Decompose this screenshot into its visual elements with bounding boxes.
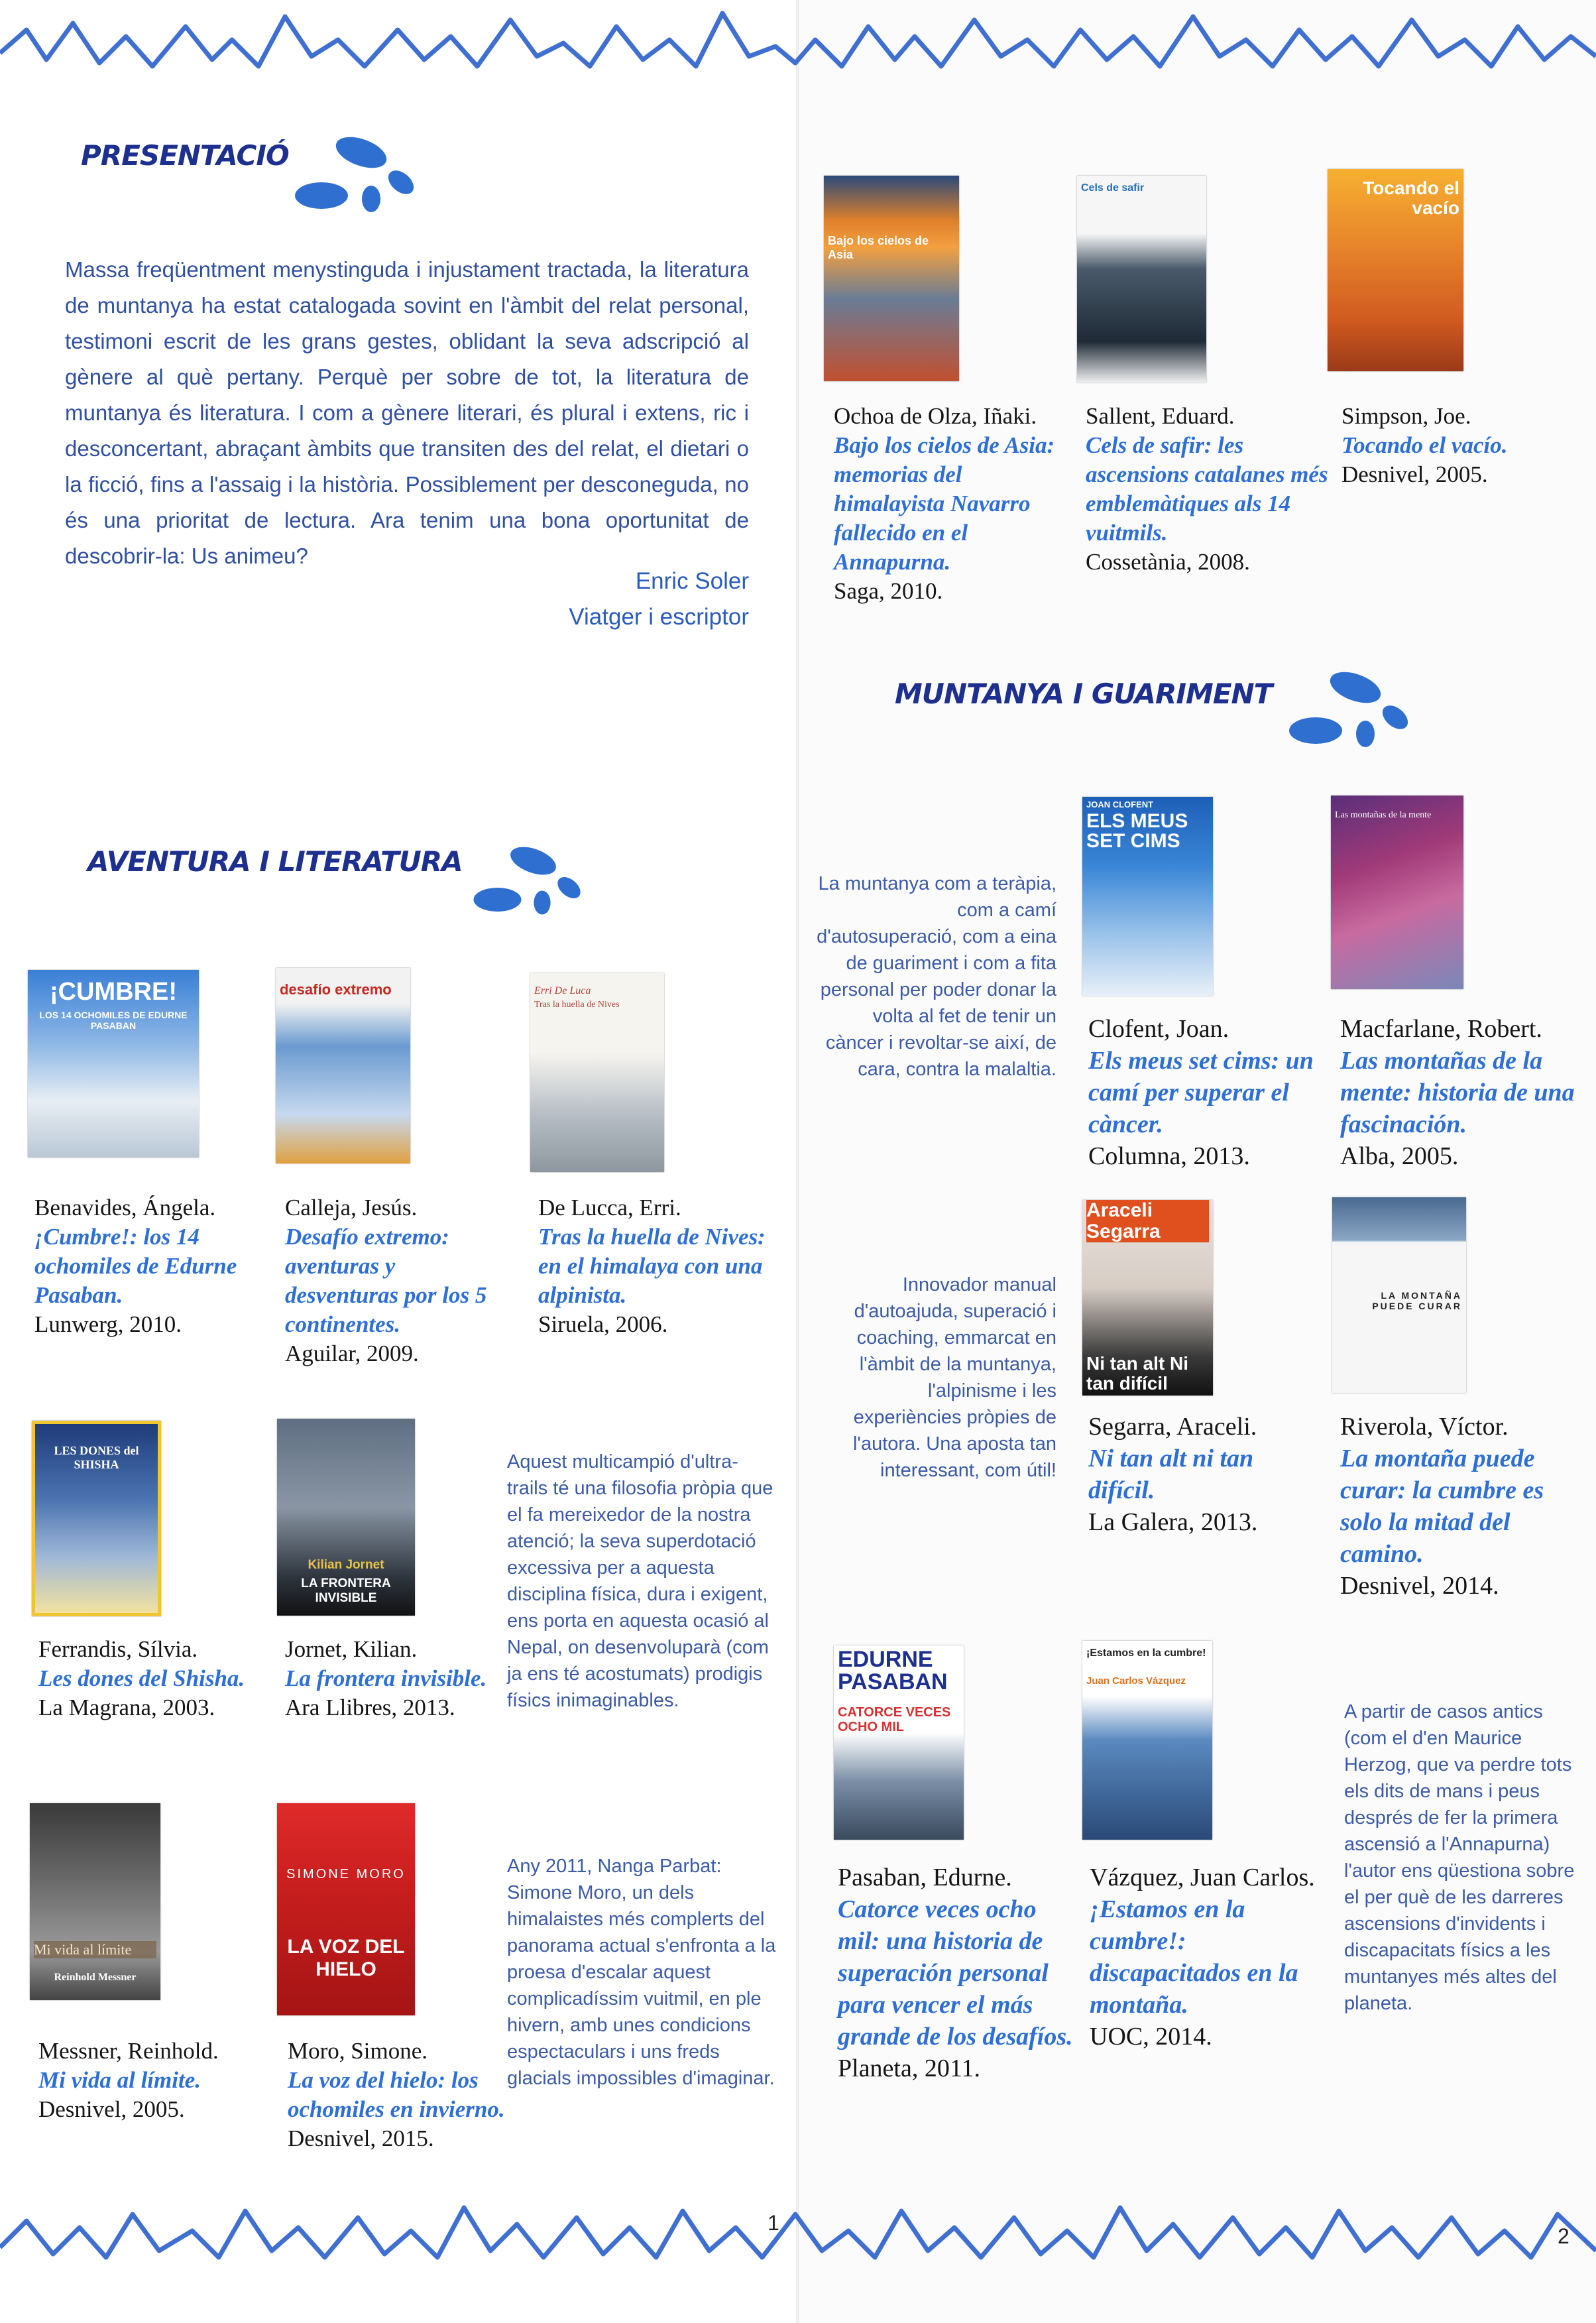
book-publisher: Planeta, 2011.: [838, 2055, 980, 2082]
presentacio-heading: PRESENTACIÓ: [81, 139, 289, 172]
book-title[interactable]: Bajo los cielos de Asia: memorias del himalayista Navarro fallecido en el Annapurna.: [834, 432, 1055, 575]
aventura-heading: AVENTURA I LITERATURA: [87, 845, 463, 878]
cover-subtitle: Juan Carlos Vázquez: [1086, 1675, 1186, 1687]
book-title[interactable]: Tras la huella de Nives: en el himalaya con una alpinista.: [538, 1224, 766, 1308]
book-author: Sallent, Eduard.: [1086, 403, 1235, 429]
book-publisher: UOC, 2014.: [1090, 2023, 1212, 2051]
page-fold: [796, 0, 799, 2323]
book-title[interactable]: La montaña puede curar: la cumbre es solo la mitad del camino.: [1340, 1445, 1544, 1568]
book-title[interactable]: Desafío extremo: aventuras y desventuras por los 5 continentes.: [285, 1224, 487, 1337]
book-publisher: La Galera, 2013.: [1088, 1508, 1258, 1536]
book-title[interactable]: Catorce veces ocho mil: una historia de superación personal para vencer el más grande de los desafíos.: [838, 1895, 1073, 2051]
book-publisher: La Magrana, 2003.: [38, 1695, 215, 1720]
cover-subtitle: LA VOZ DEL HIELO: [287, 1936, 405, 1980]
book-cover-frontera[interactable]: [277, 1419, 415, 1616]
book-entry: [285, 1635, 504, 1722]
book-author: Pasaban, Edurne.: [838, 1864, 1012, 1891]
blurb-vazquez: A partir de casos antics (com el d'en Maurice Herzog, que va perdre tots els dits de mans i peus després de fer la primera ascensió a l'Annapurna) l'autor ens qüestiona sobre el per què de les darreres ascensions d'invidents i discapacitats físics a les muntanyes més altes del planeta.: [1344, 1701, 1575, 2014]
book-publisher: Desnivel, 2005.: [38, 2096, 185, 2122]
cover-title: Cels de safir: [1081, 182, 1145, 194]
cover-title: Araceli Segarra: [1086, 1200, 1209, 1242]
book-author: Calleja, Jesús.: [285, 1195, 418, 1221]
book-publisher: Alba, 2005.: [1340, 1142, 1459, 1170]
cover-title: Las montañas de la mente: [1335, 810, 1432, 820]
cover-title: SIMONE MORO: [286, 1867, 406, 1881]
cover-title: Bajo los cielos de Asia: [828, 234, 929, 261]
book-entry: [288, 2037, 506, 2153]
page-number-left: 1: [768, 2211, 779, 2235]
book-cover-puede-curar[interactable]: [1332, 1197, 1466, 1393]
book-title[interactable]: Els meus set cims: un camí per superar el càncer.: [1088, 1047, 1314, 1138]
book-entry: [838, 1862, 1076, 2084]
book-entry: [1088, 1013, 1340, 1172]
book-title[interactable]: Mi vida al límite.: [38, 2067, 201, 2093]
book-cover-hielo[interactable]: [277, 1803, 415, 2015]
book-entry: [1090, 1862, 1335, 2053]
book-author: Ferrandis, Sílvia.: [38, 1636, 198, 1662]
book-author: Riverola, Víctor.: [1340, 1413, 1509, 1441]
cover-subtitle: JOAN CLOFENT: [1086, 800, 1154, 809]
cover-title: EDURNE PASABAN: [838, 1647, 948, 1695]
book-title[interactable]: Les dones del Shisha.: [38, 1665, 245, 1691]
book-title[interactable]: La voz del hielo: los ochomiles en invierno.: [288, 2067, 505, 2122]
book-author: Ochoa de Olza, Iñaki.: [834, 403, 1037, 429]
book-author: Segarra, Araceli.: [1088, 1413, 1257, 1441]
cover-title: Mi vida al límite: [34, 1941, 156, 1958]
blurb-jornet: Aquest multicampió d'ultra-trails té una filosofia pròpia que el fa mereixedor de la nostra atenció; la seva superdotació excessiva per a aquesta disciplina física, dura i exigent, ens porta en aquesta ocasió al Nepal, on desenvoluparà (com ja ens té acostumats) prodigis físics inimaginables.: [507, 1451, 773, 1711]
book-entry: [1088, 1411, 1314, 1538]
book-entry: [38, 2037, 257, 2124]
book-entry: [38, 1635, 277, 1722]
book-cover-estamos[interactable]: [1082, 1641, 1212, 1840]
blurb-segarra: Innovador manual d'autoajuda, superació i coaching, emmarcat en l'àmbit de la muntanya, l'alpinisme i les experiències pròpies de l'autora. Una aposta tan interessant, com útil!: [852, 1274, 1056, 1481]
book-cover-asia[interactable]: [824, 176, 959, 381]
book-title[interactable]: Ni tan alt ni tan difícil.: [1088, 1445, 1254, 1504]
book-cover-catorce[interactable]: [834, 1645, 964, 1840]
guariment-heading: MUNTANYA I GUARIMENT: [895, 678, 1273, 710]
book-cover-ni-tan-alt[interactable]: [1082, 1200, 1213, 1396]
cover-title: ¡Estamos en la cumbre!: [1086, 1647, 1206, 1659]
footprints-icon: [1286, 664, 1418, 757]
book-publisher: Desnivel, 2014.: [1340, 1572, 1499, 1600]
book-entry: [1086, 402, 1331, 577]
cover-title: Erri De Luca: [534, 985, 591, 996]
book-entry: [1340, 1411, 1585, 1602]
book-title[interactable]: Las montañas de la mente: historia de una fascinación.: [1340, 1047, 1575, 1138]
book-publisher: Cossetània, 2008.: [1086, 549, 1250, 575]
mountain-border-top: [0, 0, 1596, 86]
book-publisher: Ara Llibres, 2013.: [285, 1695, 455, 1720]
book-entry: [834, 402, 1072, 606]
cover-title: Tocando el vacío: [1363, 178, 1459, 218]
book-cover-messner[interactable]: [30, 1803, 160, 2000]
book-author: Jornet, Kilian.: [285, 1636, 418, 1662]
book-cover-set-cims[interactable]: [1082, 797, 1213, 996]
signature-role: Viatger i escriptor: [569, 604, 749, 630]
book-cover-mente[interactable]: [1331, 796, 1463, 989]
cover-title: LA MONTAÑA PUEDE CURAR: [1372, 1290, 1462, 1311]
cover-subtitle: Reinhold Messner: [54, 1972, 137, 1983]
book-publisher: Desnivel, 2005.: [1341, 461, 1488, 487]
book-author: Vázquez, Juan Carlos.: [1090, 1864, 1315, 1891]
book-title[interactable]: La frontera invisible.: [285, 1665, 487, 1691]
book-title[interactable]: Cels de safir: les ascensions catalanes més emblemàtiques als 14 vuitmils.: [1086, 432, 1328, 546]
book-author: Messner, Reinhold.: [38, 2038, 219, 2064]
book-cover-shisha[interactable]: [32, 1421, 161, 1616]
cover-title: ¡CUMBRE!: [49, 978, 178, 1006]
book-publisher: Lunwerg, 2010.: [34, 1311, 182, 1337]
presentacio-text: Massa freqüentment menystinguda i injustament tractada, la literatura de muntanya ha estat catalogada sovint en l'àmbit del relat personal, testimoni escrit de les grans gestes, oblidant la seva adscripció al gènere al què pertany. Perquè per sobre de tot, la literatura de muntanya és literatura. I com a gènere literari, és plural i extens, ric i desconcertant, abraçant àmbits que transiten des del relat, el dietari o la ficció, fins a l'assaig i la història. Possiblement per desconeguda, no és una prioritat de lectura. Ara tenim una bona oportunitat de descobrir-la: Us animeu?: [65, 257, 749, 568]
book-publisher: Desnivel, 2015.: [288, 2125, 434, 2151]
cover-subtitle: CATORCE VECES OCHO MIL: [838, 1705, 951, 1734]
book-entry: [285, 1193, 510, 1368]
book-publisher: Siruela, 2006.: [538, 1311, 668, 1337]
cover-subtitle: Tras la huella de Nives: [534, 1000, 620, 1010]
book-title[interactable]: ¡Cumbre!: los 14 ochomiles de Edurne Pasaban.: [34, 1224, 237, 1308]
book-cover-nives[interactable]: [530, 973, 664, 1172]
cover-subtitle: LOS 14 OCHOMILES DE EDURNE PASABAN: [39, 1010, 188, 1031]
cover-title: desafío extremo: [280, 981, 392, 998]
book-cover-desafio[interactable]: [276, 968, 410, 1163]
book-entry: [1341, 402, 1567, 489]
book-cover-vacio[interactable]: [1328, 169, 1463, 371]
book-author: Macfarlane, Robert.: [1340, 1015, 1542, 1043]
cover-subtitle: Ni tan alt Ni tan difícil: [1086, 1353, 1189, 1394]
book-author: De Lucca, Erri.: [538, 1195, 681, 1221]
book-cover-safir[interactable]: [1077, 176, 1206, 383]
book-author: Clofent, Joan.: [1088, 1015, 1229, 1043]
book-publisher: Columna, 2013.: [1088, 1142, 1250, 1170]
book-publisher: Aguilar, 2009.: [285, 1340, 419, 1366]
cover-title: LES DONES del SHISHA: [54, 1444, 139, 1471]
mountain-border-bottom: [0, 2188, 1596, 2274]
book-entry: [538, 1193, 783, 1339]
book-author: Benavides, Ángela.: [34, 1195, 216, 1221]
book-title[interactable]: Tocando el vacío.: [1341, 432, 1508, 458]
footprints-icon: [471, 839, 590, 925]
cover-subtitle: LA FRONTERA INVISIBLE: [301, 1577, 391, 1605]
signature-name: Enric Soler: [635, 568, 749, 594]
book-title[interactable]: ¡Estamos en la cumbre!: discapacitados en la montaña.: [1090, 1895, 1298, 2019]
footprints-icon: [292, 133, 424, 219]
blurb-moro: Any 2011, Nanga Parbat: Simone Moro, un dels himalaistes més complerts del panorama actual s'enfronta a la proesa d'escalar aquest complicadíssim vuitmil, en ple hivern, amb unes condicions espectaculars i uns freds glacials impossibles d'imaginar.: [507, 1856, 776, 2089]
blurb-clofent: La muntanya com a teràpia, com a camí d'autosuperació, com a eina de guariment i com a fita personal per poder donar la volta al fet de tenir un càncer i revoltar-se així, de cara, contra la malaltia.: [817, 873, 1056, 1080]
cover-title: Kilian Jornet: [308, 1558, 384, 1572]
book-entry: [1340, 1013, 1592, 1172]
book-entry: [34, 1193, 253, 1339]
page-number-right: 2: [1558, 2224, 1569, 2248]
book-publisher: Saga, 2010.: [834, 578, 943, 604]
cover-title: ELS MEUS SET CIMS: [1086, 810, 1188, 852]
book-cover-cumbre[interactable]: [28, 970, 199, 1158]
book-author: Moro, Simone.: [288, 2038, 428, 2064]
book-author: Simpson, Joe.: [1341, 403, 1471, 429]
